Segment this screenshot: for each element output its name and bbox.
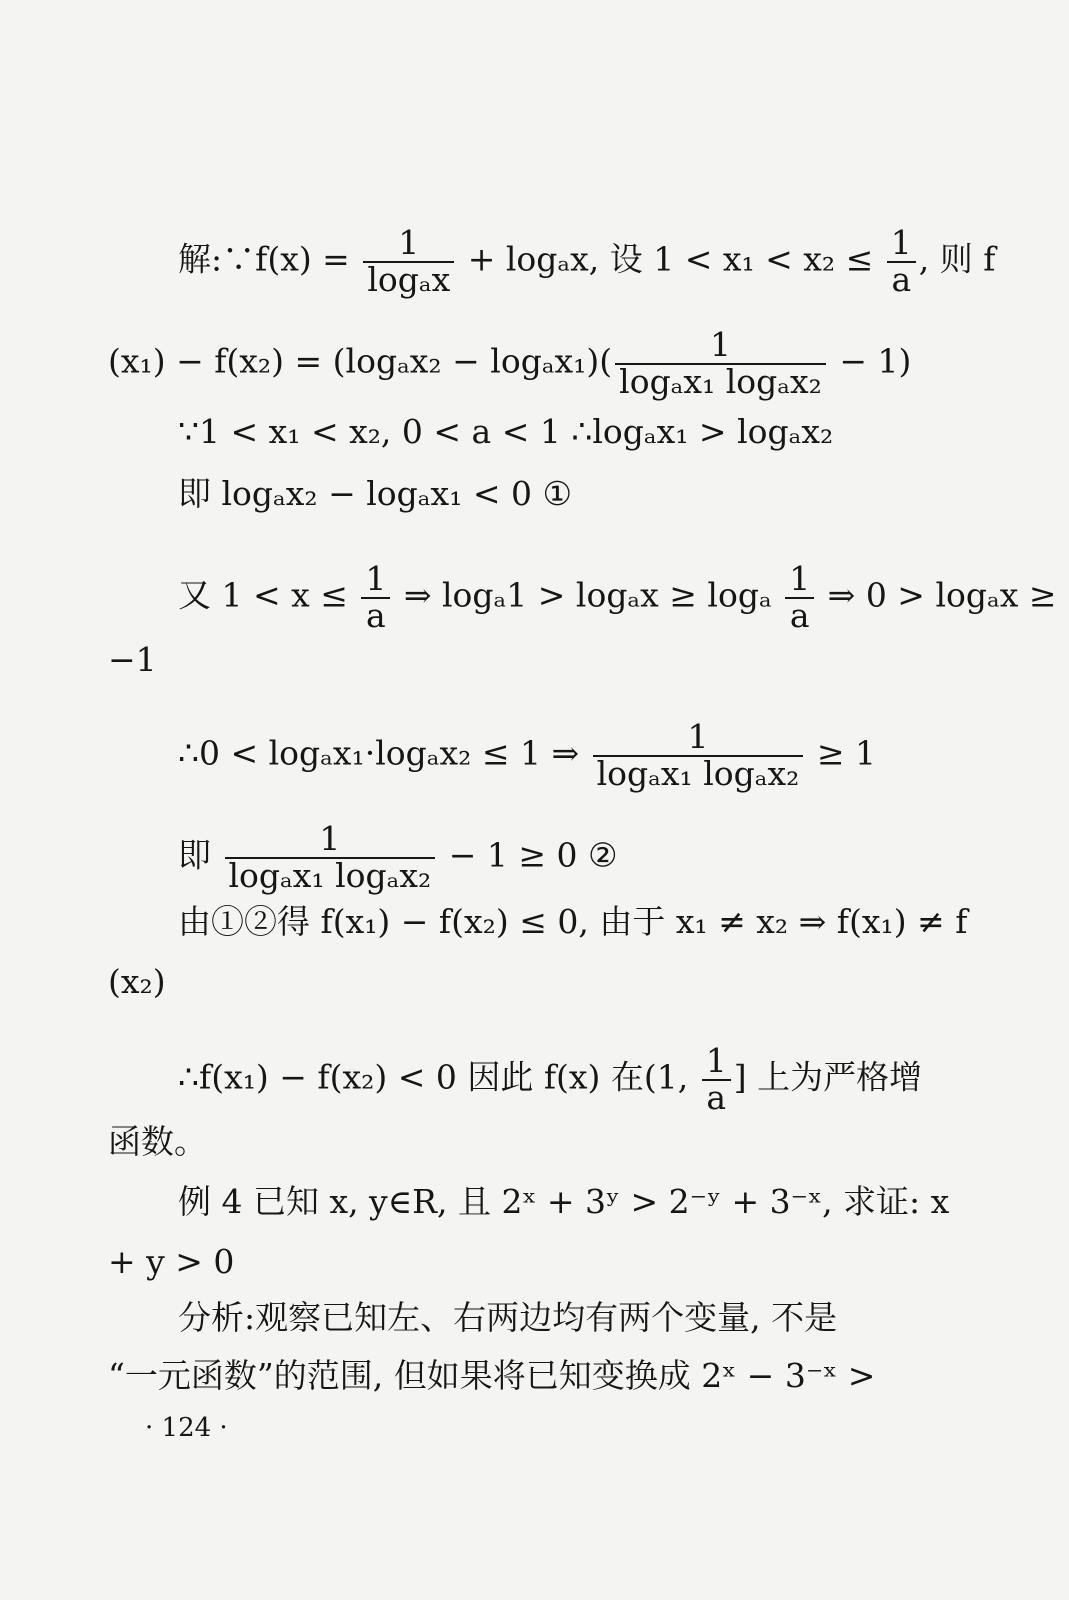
fraction-denominator: a <box>887 261 916 298</box>
text-run: “一元函数”的范围, 但如果将已知变换成 2ˣ − 3⁻ˣ > <box>108 1356 876 1395</box>
text-run: 解:∵f(x) = <box>178 239 361 279</box>
text-run: ] 上为严格增 <box>733 1057 923 1097</box>
text-run: , 则 f <box>918 239 996 279</box>
text-run: 分析:观察已知左、右两边均有两个变量, 不是 <box>178 1298 838 1337</box>
solution-line-8 <box>178 819 618 895</box>
text-run: − 1 ≥ 0 ② <box>438 835 618 875</box>
fraction <box>785 559 814 635</box>
solution-line-3 <box>178 412 833 452</box>
text-run: 函数。 <box>108 1122 207 1161</box>
text-run: · 124 · <box>145 1413 228 1443</box>
fraction-numerator: 1 <box>890 223 912 262</box>
fraction-numerator: 1 <box>789 559 811 598</box>
fraction-numerator: 1 <box>705 1041 727 1080</box>
solution-line-7 <box>178 717 876 793</box>
fraction-denominator: logₐx₁ logₐx₂ <box>615 363 826 400</box>
text-run: ∴0 < logₐx₁·logₐx₂ ≤ 1 ⇒ <box>178 733 590 773</box>
solution-line-11 <box>178 1041 923 1117</box>
fraction <box>363 223 454 299</box>
solution-line-1 <box>178 223 996 299</box>
text-run: ∴f(x₁) − f(x₂) < 0 因此 f(x) 在(1, <box>178 1057 699 1097</box>
fraction-numerator: 1 <box>687 717 709 756</box>
text-run: (x₂) <box>108 962 166 1001</box>
example-4-line-2 <box>108 1242 234 1282</box>
fraction <box>361 559 390 635</box>
text-run: ⇒ 0 > logₐx ≥ <box>817 575 1057 615</box>
text-run: − 1) <box>828 341 912 381</box>
solution-line-12 <box>108 1122 207 1162</box>
text-run: −1 <box>108 640 157 679</box>
text-run: ∵1 < x₁ < x₂, 0 < a < 1 ∴logₐx₁ > logₐx₂ <box>178 412 834 451</box>
solution-line-4 <box>178 474 572 514</box>
fraction <box>593 717 804 793</box>
fraction-numerator: 1 <box>319 819 341 858</box>
analysis-line-1 <box>178 1298 837 1338</box>
text-run: 例 4 已知 x, y∈R, 且 2ˣ + 3ʸ > 2⁻ʸ + 3⁻ˣ, 求证: x <box>178 1182 950 1221</box>
text-run: + y > 0 <box>108 1242 235 1281</box>
fraction-denominator: a <box>785 597 814 634</box>
text-run: ⇒ logₐ1 > logₐx ≥ logₐ <box>393 575 783 615</box>
solution-line-10 <box>108 962 166 1002</box>
text-run: 即 logₐx₂ − logₐx₁ < 0 ① <box>178 474 573 513</box>
solution-line-5 <box>178 559 1057 635</box>
fraction-denominator: logₐx₁ logₐx₂ <box>225 857 436 894</box>
fraction-numerator: 1 <box>398 223 420 262</box>
fraction-denominator: logₐx₁ logₐx₂ <box>593 755 804 792</box>
fraction-denominator: a <box>361 597 390 634</box>
text-run: + logₐx, 设 1 < x₁ < x₂ ≤ <box>457 239 884 279</box>
text-run: 由①②得 f(x₁) − f(x₂) ≤ 0, 由于 x₁ ≠ x₂ ⇒ f(x₁) ≠ f <box>178 902 968 941</box>
page-number <box>145 1408 228 1448</box>
solution-line-6 <box>108 640 157 680</box>
fraction <box>225 819 436 895</box>
solution-line-9 <box>178 902 967 942</box>
fraction <box>615 325 826 401</box>
fraction-numerator: 1 <box>710 325 731 364</box>
solution-line-2 <box>108 325 912 401</box>
fraction <box>702 1041 731 1117</box>
fraction-numerator: 1 <box>365 559 387 598</box>
text-run: ≥ 1 <box>806 733 876 773</box>
fraction-denominator: logₐx <box>363 261 454 298</box>
text-run: (x₁) − f(x₂) = (logₐx₂ − logₐx₁)( <box>108 341 613 381</box>
fraction <box>887 223 916 299</box>
text-run: 又 1 < x ≤ <box>178 575 359 615</box>
example-4-line-1 <box>178 1182 949 1222</box>
text-run: 即 <box>178 835 222 875</box>
analysis-line-2 <box>108 1356 875 1396</box>
fraction-denominator: a <box>702 1079 731 1116</box>
